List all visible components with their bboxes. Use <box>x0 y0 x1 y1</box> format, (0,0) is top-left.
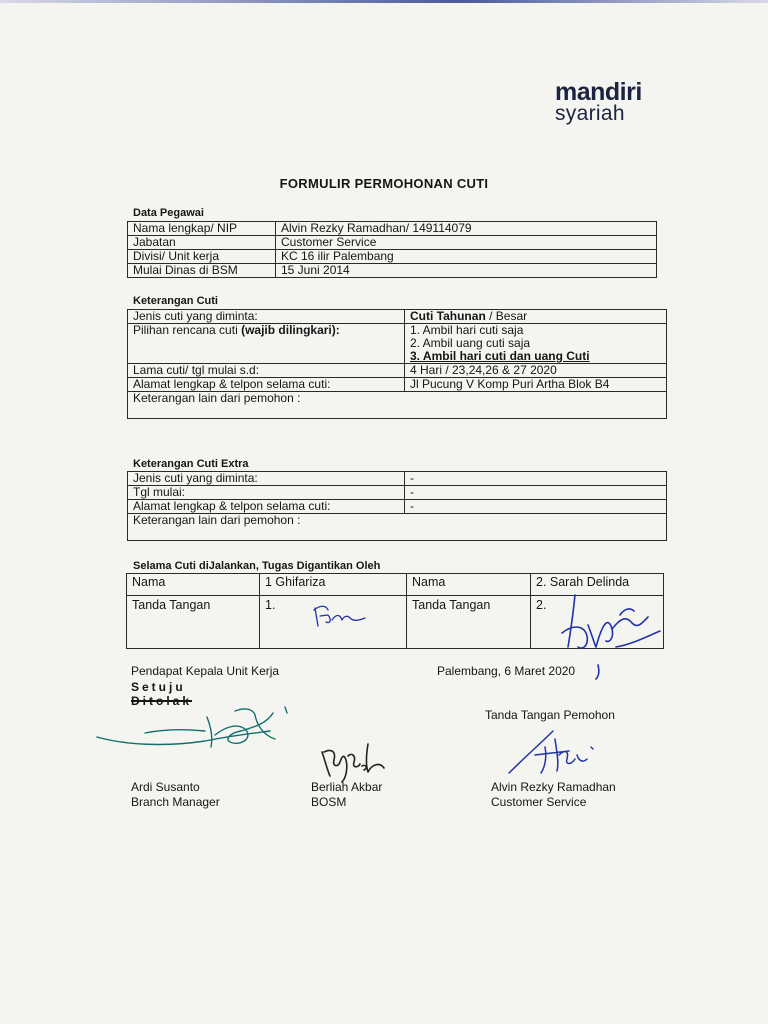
table-row <box>128 500 667 514</box>
table-row <box>128 514 667 541</box>
field-label: Mulai Dinas di BSM <box>128 264 276 278</box>
signer-name: Ardi Susanto <box>131 780 200 794</box>
ditolak-text: Ditolak <box>131 694 193 708</box>
signer-name: Alvin Rezky Ramadhan <box>491 780 616 794</box>
nama-label: Nama <box>407 574 531 596</box>
pilihan-label: Pilihan rencana cuti <box>133 323 242 337</box>
cuti-extra-table <box>127 471 667 541</box>
ttd-label: Tanda Tangan <box>407 596 531 649</box>
ghifariza-signature <box>310 600 370 630</box>
option-item-selected: 3. Ambil hari cuti dan uang Cuti <box>410 349 590 363</box>
field-value <box>405 324 667 364</box>
field-label: Tgl mulai: <box>128 486 405 500</box>
signer-title: Customer Service <box>491 795 587 809</box>
field-value: Customer Service <box>276 236 657 250</box>
table-row <box>128 392 667 419</box>
cuti-besar-text: / Besar <box>485 309 528 323</box>
page-top-edge <box>0 0 768 3</box>
cuti-tahunan-text: Cuti Tahunan <box>410 309 486 323</box>
signer-title: Branch Manager <box>131 795 220 809</box>
field-value: 4 Hari / 23,24,26 & 27 2020 <box>405 364 667 378</box>
pilihan-label-required: (wajib dilingkari): <box>241 323 340 337</box>
ardi-susanto-signature <box>95 705 295 755</box>
section-cuti-extra: Keterangan Cuti Extra <box>133 458 249 470</box>
field-value: KC 16 ilir Palembang <box>276 250 657 264</box>
signer-name: Berliah Akbar <box>311 780 383 794</box>
logo-sub-text: syariah <box>555 102 625 125</box>
field-label: Jenis cuti yang diminta: <box>128 472 405 486</box>
field-label: Alamat lengkap & telpon selama cuti: <box>128 500 405 514</box>
alvin-signature <box>505 725 605 780</box>
table-row <box>128 310 667 324</box>
field-value: - <box>405 500 667 514</box>
field-label: Nama lengkap/ NIP <box>128 222 276 236</box>
pendapat-label: Pendapat Kepala Unit Kerja <box>131 664 280 678</box>
keterangan-cuti-table <box>127 309 667 419</box>
table-row <box>128 264 657 278</box>
table-row <box>128 364 667 378</box>
table-row <box>128 378 667 392</box>
field-label: Lama cuti/ tgl mulai s.d: <box>128 364 405 378</box>
form-title: FORMULIR PERMOHONAN CUTI <box>279 176 489 191</box>
table-row <box>128 486 667 500</box>
ttd-pemohon-label: Tanda Tangan Pemohon <box>485 708 615 722</box>
data-pegawai-table <box>127 221 657 278</box>
place-date: Palembang, 6 Maret 2020 <box>437 664 576 678</box>
nama-label: Nama <box>127 574 260 596</box>
person2-name: 2. Sarah Delinda <box>531 574 664 596</box>
person1-name: 1 Ghifariza <box>260 574 407 596</box>
sarah-delinda-signature <box>560 585 670 680</box>
person2-signature-cell: 2. <box>531 596 664 649</box>
field-value: Alvin Rezky Ramadhan/ 149114079 <box>276 222 657 236</box>
table-row <box>128 250 657 264</box>
berliah-akbar-signature <box>318 738 393 786</box>
mandiri-syariah-logo <box>555 80 642 124</box>
field-label: Jenis cuti yang diminta: <box>128 310 405 324</box>
section-keterangan-cuti: Keterangan Cuti <box>133 295 218 307</box>
option-item: 1. Ambil hari cuti saja <box>410 323 524 337</box>
section-data-pegawai: Data Pegawai <box>133 207 204 219</box>
logo-main-text: mandiri <box>555 78 642 106</box>
field-label <box>128 324 405 364</box>
field-label: Jabatan <box>128 236 276 250</box>
field-value: 15 Juni 2014 <box>276 264 657 278</box>
ttd-label: Tanda Tangan <box>127 596 260 649</box>
option-item: 2. Ambil uang cuti saja <box>410 336 531 350</box>
field-value: - <box>405 472 667 486</box>
section-pengganti: Selama Cuti diJalankan, Tugas Digantikan Oleh <box>133 560 381 572</box>
person1-signature-cell: 1. <box>260 596 407 649</box>
field-value: Jl Pucung V Komp Puri Artha Blok B4 <box>405 378 667 392</box>
signer-title: BOSM <box>311 795 347 809</box>
table-row <box>128 324 667 364</box>
field-value: - <box>405 486 667 500</box>
field-label: Divisi/ Unit kerja <box>128 250 276 264</box>
field-label: Keterangan lain dari pemohon : <box>128 514 667 541</box>
field-label: Alamat lengkap & telpon selama cuti: <box>128 378 405 392</box>
field-value <box>405 310 667 324</box>
table-row <box>128 472 667 486</box>
field-label: Keterangan lain dari pemohon : <box>128 392 667 419</box>
setuju-text: Setuju <box>131 680 186 694</box>
table-row <box>128 222 657 236</box>
table-row <box>128 236 657 250</box>
